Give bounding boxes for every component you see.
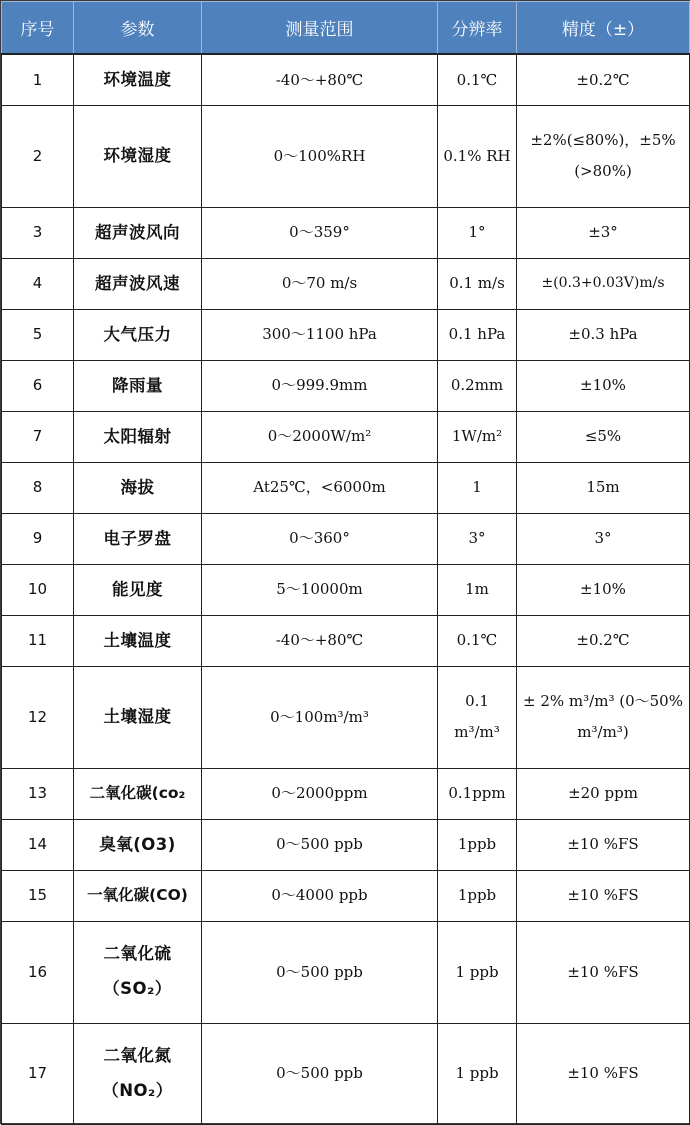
parameter-name: 太阳辐射 [74, 411, 202, 462]
accuracy-value: ±0.2℃ [517, 615, 690, 666]
measurement-range: 0～500 ppb [202, 1023, 438, 1124]
parameter-name: 环境湿度 [74, 105, 202, 207]
row-number: 3 [2, 207, 74, 258]
table-row [2, 819, 690, 870]
resolution-value: 1m [438, 564, 517, 615]
accuracy-value: ±3° [517, 207, 690, 258]
resolution-value: 0.1℃ [438, 615, 517, 666]
accuracy-value: ±10 %FS [517, 870, 690, 921]
row-number: 4 [2, 258, 74, 309]
resolution-value: 1 ppb [438, 1023, 517, 1124]
accuracy-value: ≤5% [517, 411, 690, 462]
accuracy-value: ±2%(≤80%)，±5%(>80%) [517, 105, 690, 207]
measurement-range: 0～360° [202, 513, 438, 564]
resolution-value: 1 ppb [438, 921, 517, 1023]
measurement-range: 5～10000m [202, 564, 438, 615]
resolution-value: 1ppb [438, 819, 517, 870]
header-row [2, 2, 690, 55]
row-number: 1 [2, 54, 74, 105]
table-row [2, 921, 690, 1023]
measurement-range: 0～2000W/m² [202, 411, 438, 462]
resolution-value: 1ppb [438, 870, 517, 921]
parameter-name: 超声波风速 [74, 258, 202, 309]
accuracy-value: ±10 %FS [517, 819, 690, 870]
parameter-name: 一氧化碳(CO) [74, 870, 202, 921]
parameter-name: 能见度 [74, 564, 202, 615]
measurement-range: 300～1100 hPa [202, 309, 438, 360]
resolution-value: 0.1 m³/m³ [438, 666, 517, 768]
parameter-name: 降雨量 [74, 360, 202, 411]
row-number: 17 [2, 1023, 74, 1124]
resolution-value: 1W/m² [438, 411, 517, 462]
accuracy-value: ± 2% m³/m³ (0～50% m³/m³) [517, 666, 690, 768]
row-number: 6 [2, 360, 74, 411]
row-number: 15 [2, 870, 74, 921]
resolution-value: 0.1% RH [438, 105, 517, 207]
resolution-value: 1° [438, 207, 517, 258]
table-row [2, 258, 690, 309]
row-number: 10 [2, 564, 74, 615]
measurement-range: 0～100m³/m³ [202, 666, 438, 768]
table-row [2, 666, 690, 768]
parameter-name: 二氧化硫（SO₂） [74, 921, 202, 1023]
measurement-range: At25℃，<6000m [202, 462, 438, 513]
accuracy-value: ±0.3 hPa [517, 309, 690, 360]
measurement-range: 0～2000ppm [202, 768, 438, 819]
accuracy-value: ±20 ppm [517, 768, 690, 819]
measurement-range: 0～100%RH [202, 105, 438, 207]
accuracy-value: ±10 %FS [517, 921, 690, 1023]
table-row [2, 411, 690, 462]
resolution-value: 0.1ppm [438, 768, 517, 819]
parameter-name: 臭氧(O3) [74, 819, 202, 870]
table-row [2, 1023, 690, 1124]
measurement-range: 0～999.9mm [202, 360, 438, 411]
resolution-value: 0.1 m/s [438, 258, 517, 309]
accuracy-value: ±10 %FS [517, 1023, 690, 1124]
row-number: 7 [2, 411, 74, 462]
accuracy-value: ±10% [517, 564, 690, 615]
accuracy-value: 15m [517, 462, 690, 513]
parameter-name: 大气压力 [74, 309, 202, 360]
resolution-value: 0.2mm [438, 360, 517, 411]
row-number: 11 [2, 615, 74, 666]
table-row [2, 615, 690, 666]
row-number: 13 [2, 768, 74, 819]
column-header-resolution: 分辨率 [438, 2, 517, 55]
parameter-name: 土壤温度 [74, 615, 202, 666]
accuracy-value: ±0.2℃ [517, 54, 690, 105]
sensor-spec-table [1, 1, 690, 1125]
table-row [2, 768, 690, 819]
resolution-value: 0.1℃ [438, 54, 517, 105]
parameter-name: 二氧化氮（NO₂） [74, 1023, 202, 1124]
parameter-name: 二氧化碳(co₂ [74, 768, 202, 819]
row-number: 5 [2, 309, 74, 360]
resolution-value: 3° [438, 513, 517, 564]
table-row [2, 870, 690, 921]
table-row [2, 105, 690, 207]
parameter-name: 超声波风向 [74, 207, 202, 258]
parameter-name: 土壤湿度 [74, 666, 202, 768]
table-row [2, 54, 690, 105]
accuracy-value: 3° [517, 513, 690, 564]
accuracy-value: ±10% [517, 360, 690, 411]
resolution-value: 0.1 hPa [438, 309, 517, 360]
measurement-range: 0～4000 ppb [202, 870, 438, 921]
measurement-range: 0～500 ppb [202, 819, 438, 870]
measurement-range: -40～+80℃ [202, 54, 438, 105]
table-row [2, 309, 690, 360]
parameter-name: 电子罗盘 [74, 513, 202, 564]
row-number: 8 [2, 462, 74, 513]
table-row [2, 564, 690, 615]
measurement-range: 0～500 ppb [202, 921, 438, 1023]
row-number: 9 [2, 513, 74, 564]
parameter-name: 环境温度 [74, 54, 202, 105]
measurement-range: 0～70 m/s [202, 258, 438, 309]
column-header-range: 测量范围 [202, 2, 438, 55]
row-number: 2 [2, 105, 74, 207]
column-header-accuracy: 精度（±） [517, 2, 690, 55]
accuracy-value: ±(0.3+0.03V)m/s [517, 258, 690, 309]
resolution-value: 1 [438, 462, 517, 513]
measurement-range: -40～+80℃ [202, 615, 438, 666]
measurement-range: 0～359° [202, 207, 438, 258]
row-number: 12 [2, 666, 74, 768]
column-header-no: 序号 [2, 2, 74, 55]
row-number: 14 [2, 819, 74, 870]
column-header-parameter: 参数 [74, 2, 202, 55]
table-row [2, 462, 690, 513]
table-row [2, 513, 690, 564]
table-row [2, 360, 690, 411]
row-number: 16 [2, 921, 74, 1023]
table-row [2, 207, 690, 258]
parameter-name: 海拔 [74, 462, 202, 513]
